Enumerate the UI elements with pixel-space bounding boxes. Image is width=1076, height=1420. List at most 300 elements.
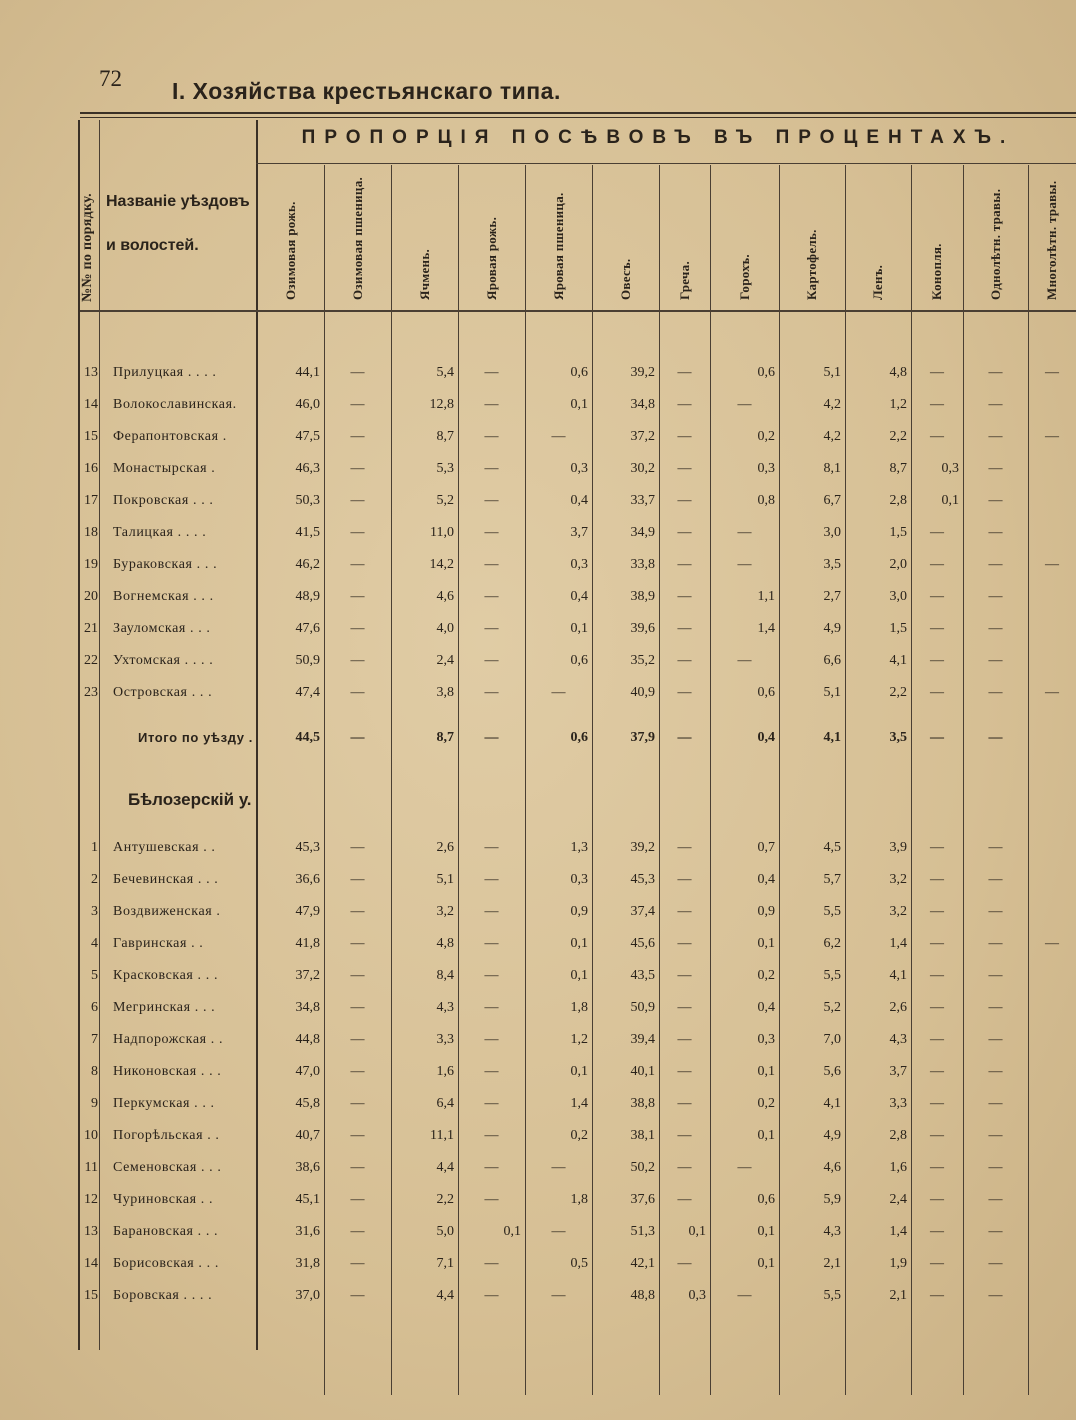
- crop-header-4: Яровая рожь.: [484, 216, 499, 300]
- cell-9: 8,1: [823, 461, 841, 476]
- cell-1: 44,5: [295, 730, 320, 745]
- cell-12: —: [988, 493, 1003, 508]
- cell-5: —: [551, 1160, 566, 1175]
- cell-12: —: [988, 621, 1003, 636]
- cell-5: 1,4: [570, 1096, 588, 1111]
- cell-1: 38,6: [295, 1160, 320, 1175]
- cell-9: 4,2: [823, 397, 841, 412]
- cell-2: —: [350, 557, 365, 572]
- cell-8: 0,2: [757, 1096, 775, 1111]
- cell-10: 1,5: [889, 525, 907, 540]
- table-row: [0, 1032, 1076, 1052]
- cell-8: 1,4: [757, 621, 775, 636]
- cell-8: 0,6: [757, 1192, 775, 1207]
- cell-9: 2,1: [823, 1256, 841, 1271]
- cell-4: —: [484, 872, 499, 887]
- cell-10: 1,6: [889, 1160, 907, 1175]
- cell-8: —: [737, 653, 752, 668]
- cell-9: 4,1: [823, 1096, 841, 1111]
- cell-2: —: [350, 525, 365, 540]
- row-name: Мегринская . . .: [113, 1000, 216, 1015]
- cell-3: 7,1: [436, 1256, 454, 1271]
- cell-1: 44,1: [295, 365, 320, 380]
- cell-7: —: [677, 904, 692, 919]
- cell-7: —: [677, 653, 692, 668]
- row-name: Боровская . . . .: [113, 1288, 213, 1303]
- cell-9: 4,5: [823, 840, 841, 855]
- cell-2: —: [350, 1288, 365, 1303]
- row-number: 1: [91, 840, 98, 855]
- cell-7: —: [677, 685, 692, 700]
- cell-3: 4,0: [436, 621, 454, 636]
- cell-11: —: [930, 1096, 944, 1111]
- table-row: [0, 397, 1076, 417]
- row-name: Воздвиженская .: [113, 904, 221, 919]
- row-name: Ферапонтовская .: [113, 429, 227, 444]
- crop-header-13: Многолѣтн. травы.: [1044, 180, 1059, 300]
- cell-6: 38,1: [630, 1128, 655, 1143]
- table-row: [0, 840, 1076, 860]
- cell-6: 39,6: [630, 621, 655, 636]
- cell-2: —: [350, 1256, 365, 1271]
- cell-7: —: [677, 1096, 692, 1111]
- row-number: 23: [84, 685, 98, 700]
- crop-header-2: Озимовая пшеница.: [350, 176, 365, 300]
- cell-3: 2,4: [436, 653, 454, 668]
- cell-2: —: [350, 461, 365, 476]
- cell-3: 14,2: [429, 557, 454, 572]
- row-number: 13: [84, 365, 98, 380]
- super-header: ПРОПОРЦІЯ ПОСѢВОВЪ ВЪ ПРОЦЕНТАХЪ.: [301, 127, 1015, 148]
- cell-11: —: [930, 1032, 944, 1047]
- row-name: Островская . . .: [113, 685, 213, 700]
- cell-12: —: [988, 397, 1003, 412]
- cell-4: —: [484, 461, 499, 476]
- cell-2: —: [350, 1000, 365, 1015]
- cell-8: 0,6: [757, 685, 775, 700]
- cell-8: 0,7: [757, 840, 775, 855]
- page-number: 72: [99, 66, 122, 91]
- cell-8: 0,2: [757, 429, 775, 444]
- cell-2: —: [350, 1032, 365, 1047]
- cell-12: —: [988, 1032, 1003, 1047]
- cell-11: —: [930, 589, 944, 604]
- cell-7: —: [677, 1256, 692, 1271]
- row-name: Барановская . . .: [113, 1224, 219, 1239]
- cell-2: —: [350, 429, 365, 444]
- cell-3: 2,6: [436, 840, 454, 855]
- cell-8: 1,1: [757, 589, 775, 604]
- cell-5: 0,1: [570, 1064, 588, 1079]
- cell-5: —: [551, 685, 566, 700]
- cell-5: 3,7: [570, 525, 588, 540]
- cell-9: 5,2: [823, 1000, 841, 1015]
- cell-1: 41,8: [295, 936, 320, 951]
- crop-header-5: Яровая пшеница.: [551, 192, 566, 300]
- cell-10: 1,5: [889, 621, 907, 636]
- cell-4: —: [484, 904, 499, 919]
- cell-4: —: [484, 1064, 499, 1079]
- cell-7: —: [677, 840, 692, 855]
- row-number: 14: [84, 397, 98, 412]
- cell-4: —: [484, 1032, 499, 1047]
- cell-11: —: [930, 1256, 944, 1271]
- crop-header-1: Озимовая рожь.: [283, 201, 298, 300]
- cell-4: —: [484, 730, 499, 745]
- cell-1: 45,3: [295, 840, 320, 855]
- cell-1: 44,8: [295, 1032, 320, 1047]
- cell-6: 50,9: [630, 1000, 655, 1015]
- row-name: Зауломская . . .: [113, 621, 211, 636]
- cell-6: 39,4: [630, 1032, 655, 1047]
- table-row: [0, 493, 1076, 513]
- cell-6: 45,3: [630, 872, 655, 887]
- cell-9: 4,3: [823, 1224, 841, 1239]
- cell-10: 4,1: [889, 968, 907, 983]
- cell-3: 3,8: [436, 685, 454, 700]
- cell-11: —: [930, 525, 944, 540]
- cell-3: 11,1: [430, 1128, 454, 1143]
- cell-4: —: [484, 1160, 499, 1175]
- cell-4: —: [484, 397, 499, 412]
- cell-9: 5,6: [823, 1064, 841, 1079]
- cell-2: —: [350, 1096, 365, 1111]
- cell-3: 3,3: [436, 1032, 454, 1047]
- cell-13: —: [1045, 365, 1059, 380]
- cell-5: 1,2: [570, 1032, 588, 1047]
- section-title: Бѣлозерскій у.: [128, 790, 252, 809]
- row-name: Надпорожская . .: [113, 1032, 224, 1047]
- cell-4: —: [484, 493, 499, 508]
- cell-12: —: [988, 557, 1003, 572]
- cell-7: —: [677, 525, 692, 540]
- cell-10: 4,8: [889, 365, 907, 380]
- row-name: Перкумская . . .: [113, 1096, 215, 1111]
- cell-5: 0,1: [570, 968, 588, 983]
- table-row: [0, 1128, 1076, 1148]
- cell-10: 3,9: [889, 840, 907, 855]
- cell-3: 1,6: [436, 1064, 454, 1079]
- row-number: 5: [91, 968, 98, 983]
- cell-5: 0,6: [570, 653, 588, 668]
- cell-6: 37,6: [630, 1192, 655, 1207]
- cell-6: 50,2: [630, 1160, 655, 1175]
- cell-1: 47,6: [295, 621, 320, 636]
- cell-12: —: [988, 525, 1003, 540]
- cell-5: 0,1: [570, 621, 588, 636]
- cell-8: 0,9: [757, 904, 775, 919]
- cell-4: 0,1: [503, 1224, 521, 1239]
- cell-10: 4,3: [889, 1032, 907, 1047]
- cell-12: —: [988, 1192, 1003, 1207]
- cell-3: 8,4: [436, 968, 454, 983]
- header-bottom-rule: [80, 310, 1076, 312]
- row-name: Ухтомская . . . .: [113, 653, 214, 668]
- cell-9: 3,5: [823, 557, 841, 572]
- cell-7: —: [677, 1000, 692, 1015]
- cell-12: —: [988, 936, 1003, 951]
- cell-1: 31,8: [295, 1256, 320, 1271]
- cell-5: 0,6: [570, 365, 588, 380]
- cell-6: 35,2: [630, 653, 655, 668]
- cell-12: —: [988, 461, 1003, 476]
- cell-9: 5,5: [823, 968, 841, 983]
- cell-4: —: [484, 557, 499, 572]
- table-row: [0, 525, 1076, 545]
- cell-9: 4,6: [823, 1160, 841, 1175]
- cell-5: —: [551, 1288, 566, 1303]
- cell-7: —: [677, 493, 692, 508]
- cell-1: 37,0: [295, 1288, 320, 1303]
- cell-1: 48,9: [295, 589, 320, 604]
- cell-7: —: [677, 730, 692, 745]
- cell-12: —: [988, 968, 1003, 983]
- cell-11: —: [930, 429, 944, 444]
- cell-3: 2,2: [436, 1192, 454, 1207]
- cell-1: 31,6: [295, 1224, 320, 1239]
- crop-header-12: Однолѣтн. травы.: [988, 188, 1003, 300]
- cell-8: 0,2: [757, 968, 775, 983]
- cell-12: —: [988, 730, 1003, 745]
- cell-4: —: [484, 1192, 499, 1207]
- cell-11: —: [930, 1160, 944, 1175]
- cell-3: 4,8: [436, 936, 454, 951]
- table-row: [0, 557, 1076, 577]
- row-number: 8: [91, 1064, 98, 1079]
- table-row: [0, 461, 1076, 481]
- cell-3: 4,4: [436, 1288, 454, 1303]
- cell-12: —: [988, 429, 1003, 444]
- cell-2: —: [350, 936, 365, 951]
- row-number: 14: [84, 1256, 98, 1271]
- cell-7: —: [677, 968, 692, 983]
- cell-9: 7,0: [823, 1032, 841, 1047]
- table-row: [0, 653, 1076, 673]
- cell-8: 0,1: [757, 936, 775, 951]
- cell-10: 2,0: [889, 557, 907, 572]
- cell-1: 46,2: [295, 557, 320, 572]
- cell-5: 0,9: [570, 904, 588, 919]
- cell-1: 36,6: [295, 872, 320, 887]
- cell-12: —: [988, 1000, 1003, 1015]
- cell-9: 2,7: [823, 589, 841, 604]
- row-number: 6: [91, 1000, 98, 1015]
- cell-8: 0,6: [757, 365, 775, 380]
- table-row: [0, 685, 1076, 705]
- cell-9: 6,2: [823, 936, 841, 951]
- row-name: Прилуцкая . . . .: [113, 365, 217, 380]
- cell-12: —: [988, 589, 1003, 604]
- col-name-header-line2: и волостей.: [106, 237, 199, 254]
- cell-3: 4,6: [436, 589, 454, 604]
- cell-8: 0,1: [757, 1256, 775, 1271]
- row-name: Никоновская . . .: [113, 1064, 222, 1079]
- table-row: [0, 1288, 1076, 1308]
- cell-7: —: [677, 1192, 692, 1207]
- cell-2: —: [350, 730, 365, 745]
- cell-11: —: [930, 730, 944, 745]
- cell-1: 47,9: [295, 904, 320, 919]
- cell-6: 42,1: [630, 1256, 655, 1271]
- cell-6: 43,5: [630, 968, 655, 983]
- cell-6: 37,4: [630, 904, 655, 919]
- cell-6: 39,2: [630, 840, 655, 855]
- cell-3: 5,1: [436, 872, 454, 887]
- cell-12: —: [988, 1288, 1003, 1303]
- cell-11: —: [930, 1224, 944, 1239]
- cell-4: —: [484, 429, 499, 444]
- cell-2: —: [350, 968, 365, 983]
- cell-12: —: [988, 904, 1003, 919]
- row-number: 12: [84, 1192, 98, 1207]
- cell-5: 0,6: [570, 730, 588, 745]
- cell-9: 5,5: [823, 1288, 841, 1303]
- cell-1: 37,2: [295, 968, 320, 983]
- cell-5: 0,5: [570, 1256, 588, 1271]
- crop-header-9: Картофель.: [804, 229, 819, 300]
- cell-10: 2,8: [889, 493, 907, 508]
- cell-3: 5,4: [436, 365, 454, 380]
- cell-6: 34,9: [630, 525, 655, 540]
- cell-7: 0,1: [688, 1224, 706, 1239]
- cell-1: 47,5: [295, 429, 320, 444]
- cell-6: 34,8: [630, 397, 655, 412]
- cell-4: —: [484, 685, 499, 700]
- table-row: [0, 365, 1076, 385]
- cell-2: —: [350, 1160, 365, 1175]
- cell-5: 0,3: [570, 461, 588, 476]
- cell-11: —: [930, 904, 944, 919]
- cell-2: —: [350, 397, 365, 412]
- cell-11: —: [930, 557, 944, 572]
- row-name: Покровская . . .: [113, 493, 214, 508]
- cell-3: 6,4: [436, 1096, 454, 1111]
- row-number: 10: [84, 1128, 98, 1143]
- cell-11: —: [930, 968, 944, 983]
- cell-10: 2,2: [889, 429, 907, 444]
- table-row: [0, 1160, 1076, 1180]
- row-number: 13: [84, 1224, 98, 1239]
- cell-12: —: [988, 1224, 1003, 1239]
- cell-3: 5,2: [436, 493, 454, 508]
- cell-11: —: [930, 1000, 944, 1015]
- cell-12: —: [988, 653, 1003, 668]
- super-header-rule: [256, 163, 1076, 164]
- row-number: 18: [84, 525, 98, 540]
- cell-9: 6,6: [823, 653, 841, 668]
- row-number: 15: [84, 429, 98, 444]
- cell-3: 4,4: [436, 1160, 454, 1175]
- cell-2: —: [350, 589, 365, 604]
- cell-2: —: [350, 685, 365, 700]
- cell-5: —: [551, 429, 566, 444]
- cell-3: 4,3: [436, 1000, 454, 1015]
- crop-header-8: Горохъ.: [737, 254, 752, 300]
- cell-8: —: [737, 1160, 752, 1175]
- table-row: [0, 1224, 1076, 1244]
- cell-8: —: [737, 397, 752, 412]
- cell-1: 46,0: [295, 397, 320, 412]
- col-number-header: №№ по порядку.: [80, 193, 95, 302]
- table-row: [0, 1192, 1076, 1212]
- table-row: [0, 1096, 1076, 1116]
- cell-6: 39,2: [630, 365, 655, 380]
- table-row: [0, 589, 1076, 609]
- cell-6: 45,6: [630, 936, 655, 951]
- cell-2: —: [350, 621, 365, 636]
- cell-11: —: [930, 685, 944, 700]
- row-number: 4: [91, 936, 98, 951]
- cell-8: —: [737, 525, 752, 540]
- cell-4: —: [484, 621, 499, 636]
- cell-2: —: [350, 653, 365, 668]
- cell-6: 33,7: [630, 493, 655, 508]
- col-name-header-line1: Названіе уѣздовъ: [106, 193, 250, 210]
- cell-12: —: [988, 1128, 1003, 1143]
- cell-10: 2,6: [889, 1000, 907, 1015]
- row-number: 11: [84, 1160, 98, 1175]
- cell-4: —: [484, 968, 499, 983]
- table-row: [0, 429, 1076, 449]
- cell-3: 8,7: [436, 730, 454, 745]
- cell-8: 0,3: [757, 461, 775, 476]
- cell-12: —: [988, 1160, 1003, 1175]
- cell-11: —: [930, 397, 944, 412]
- row-number: 15: [84, 1288, 98, 1303]
- cell-6: 33,8: [630, 557, 655, 572]
- table-row: [0, 968, 1076, 988]
- cell-13: —: [1045, 557, 1059, 572]
- cell-7: —: [677, 872, 692, 887]
- row-name: Волокославинская.: [113, 397, 237, 412]
- row-number: 22: [84, 653, 98, 668]
- cell-10: 4,1: [889, 653, 907, 668]
- cell-11: —: [930, 653, 944, 668]
- row-number: 20: [84, 589, 98, 604]
- cell-6: 40,9: [630, 685, 655, 700]
- col-name-header: [106, 180, 254, 268]
- cell-12: —: [988, 685, 1003, 700]
- cell-13: —: [1045, 936, 1059, 951]
- cell-7: —: [677, 621, 692, 636]
- cell-5: 0,2: [570, 1128, 588, 1143]
- cell-11: —: [930, 872, 944, 887]
- table-row: [0, 1000, 1076, 1020]
- cell-5: 1,8: [570, 1000, 588, 1015]
- cell-3: 5,3: [436, 461, 454, 476]
- cell-4: —: [484, 653, 499, 668]
- cell-7: —: [677, 1032, 692, 1047]
- cell-11: —: [930, 936, 944, 951]
- cell-7: —: [677, 589, 692, 604]
- cell-5: 0,3: [570, 872, 588, 887]
- cell-6: 30,2: [630, 461, 655, 476]
- crop-header-11: Конопля.: [929, 243, 944, 300]
- cell-5: 0,3: [570, 557, 588, 572]
- row-name: Погорѣльская . .: [113, 1128, 220, 1143]
- cell-5: —: [551, 1224, 566, 1239]
- crop-header-7: Греча.: [677, 260, 692, 300]
- row-number: 2: [91, 872, 98, 887]
- cell-6: 37,9: [630, 730, 655, 745]
- cell-7: —: [677, 1064, 692, 1079]
- cell-2: —: [350, 365, 365, 380]
- row-name: Семеновская . . .: [113, 1160, 222, 1175]
- cell-12: —: [988, 872, 1003, 887]
- crop-header-6: Овесъ.: [618, 258, 633, 300]
- cell-1: 45,8: [295, 1096, 320, 1111]
- cell-9: 4,2: [823, 429, 841, 444]
